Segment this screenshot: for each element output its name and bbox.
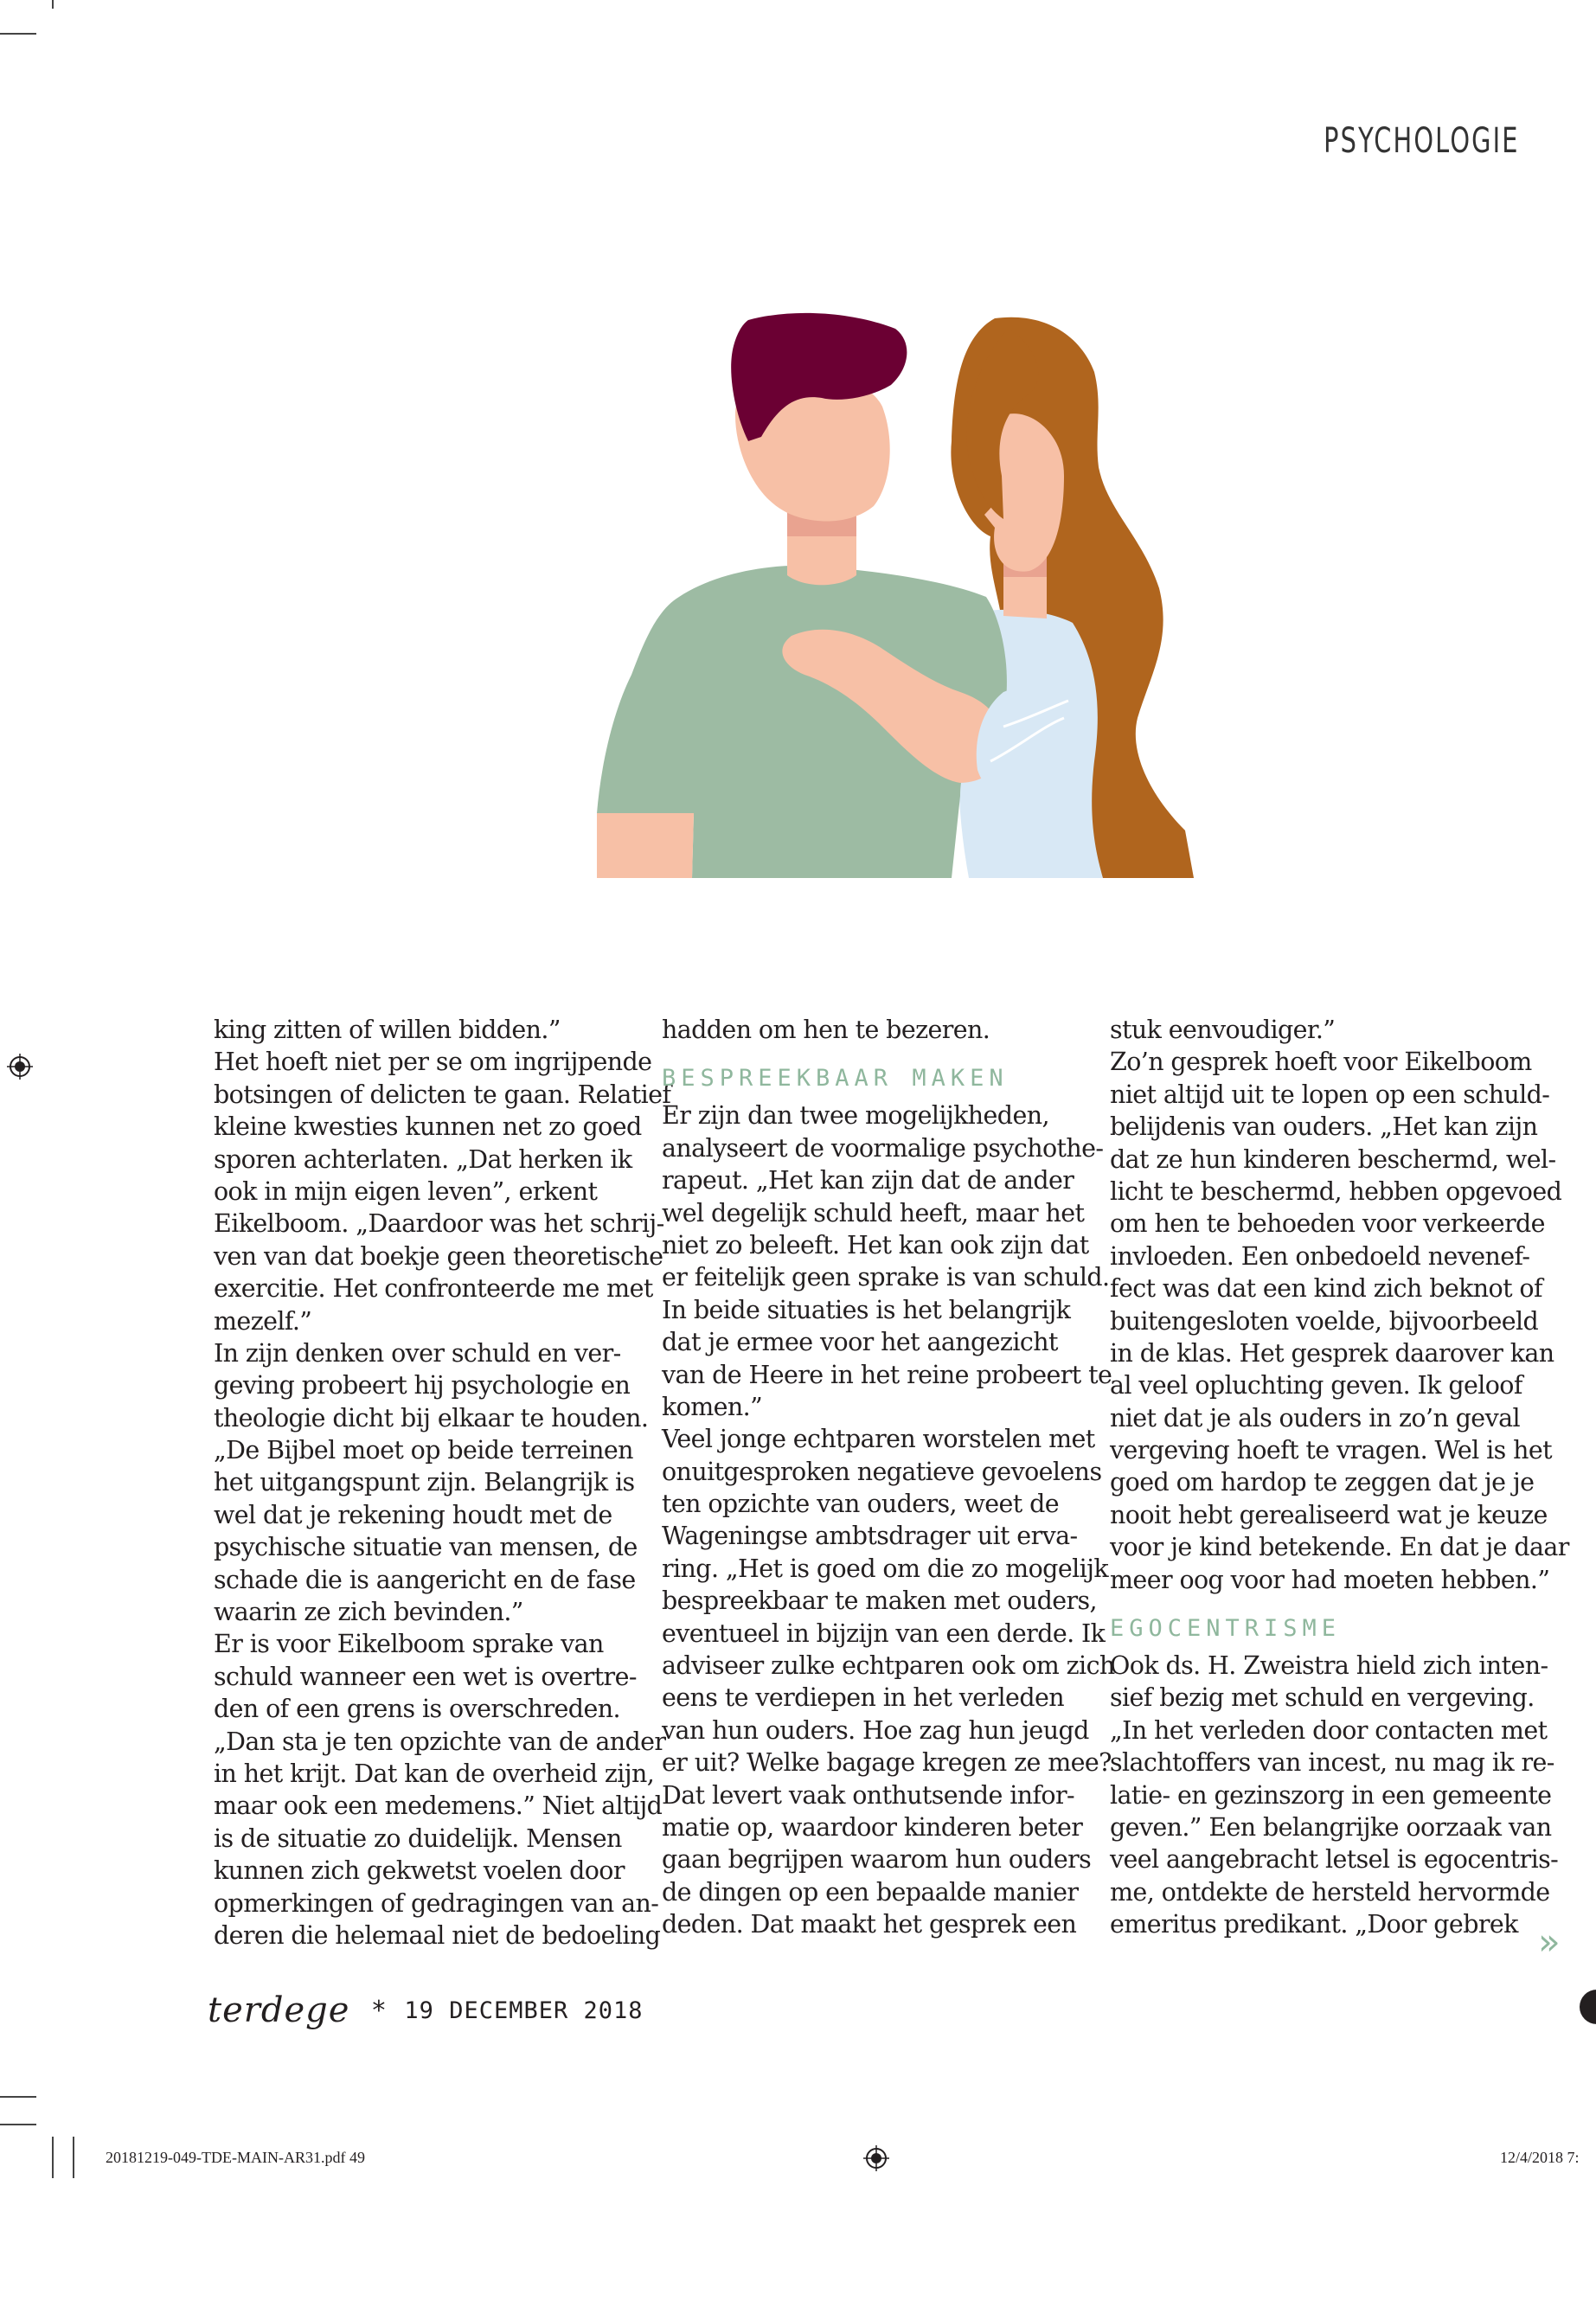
text-line: van de Heere in het reine probeert te [662, 1360, 1112, 1389]
magazine-logo: terdege [208, 1990, 350, 2030]
text-line: schuld wanneer een wet is overtre- [214, 1662, 637, 1691]
text-line: slachtoffers van incest, nu mag ik re- [1110, 1748, 1554, 1778]
text-line: exercitie. Het confronteerde me met [214, 1274, 653, 1304]
text-line: onuitgesproken negatieve gevoelens [662, 1457, 1102, 1486]
continue-arrow-icon: » [1538, 1920, 1561, 1963]
text-line: dat je ermee voor het aangezicht [662, 1328, 1058, 1357]
man-arm [597, 813, 694, 878]
text-line: van hun ouders. Hoe zag hun jeugd [662, 1715, 1089, 1745]
section-label: PSYCHOLOGIE [1324, 121, 1520, 161]
text-line: goed om hardop te zeggen dat je je [1110, 1468, 1535, 1497]
text-line: in het krijt. Dat kan de overheid zijn, [214, 1759, 655, 1788]
text-line: dat ze hun kinderen beschermd, wel- [1110, 1144, 1556, 1174]
text-line: komen.” [662, 1392, 763, 1421]
text-line: deren die helemaal niet de bedoeling [214, 1920, 661, 1950]
text-line: het uitgangspunt zijn. Belangrijk is [214, 1468, 635, 1497]
text-line: in de klas. Het gesprek daarover kan [1110, 1338, 1554, 1368]
text-line: Dat levert vaak onthutsende infor- [662, 1780, 1075, 1810]
section-subheading: BESPREEKBAAR MAKEN [662, 1065, 1009, 1093]
crop-mark [0, 2096, 36, 2098]
text-line: niet zo beleeft. Het kan ook zijn dat [662, 1230, 1089, 1259]
crop-mark [0, 33, 36, 35]
text-line: geving probeert hij psychologie en [214, 1371, 631, 1400]
text-line: analyseert de voormalige psychothe- [662, 1133, 1104, 1163]
text-line: opmerkingen of gedragingen van an- [214, 1888, 659, 1918]
text-line: meer oog voor had moeten hebben.” [1110, 1565, 1550, 1594]
text-line: nooit hebt gerealiseerd wat je keuze [1110, 1500, 1548, 1529]
text-line: In zijn denken over schuld en ver- [214, 1338, 621, 1368]
text-line: vergeving hoeft te vragen. Wel is het [1110, 1436, 1552, 1465]
text-line: gaan begrijpen waarom hun ouders [662, 1845, 1092, 1875]
text-line: psychische situatie van mensen, de [214, 1533, 638, 1562]
text-line: Er zijn dan twee mogelijkheden, [662, 1101, 1049, 1131]
text-line: hadden om hen te bezeren. [662, 1016, 990, 1044]
page-footer [208, 1990, 644, 2031]
text-line: „In het verleden door contacten met [1110, 1715, 1548, 1745]
text-line: sief bezig met schuld en vergeving. [1110, 1683, 1535, 1713]
text-line: me, ontdekte de hersteld hervormde [1110, 1877, 1550, 1907]
registration-mark-icon [7, 1054, 33, 1080]
text-line: ring. „Het is goed om die zo mogelijk [662, 1554, 1109, 1583]
text-line: Ook ds. H. Zweistra hield zich inten- [1110, 1651, 1548, 1681]
text-line: In beide situaties is het belangrijk [662, 1295, 1071, 1324]
text-line: schade die is aangericht en de fase [214, 1565, 636, 1594]
text-line: Wageningse ambtsdrager uit erva- [662, 1522, 1078, 1551]
text-line: mezelf.” [214, 1306, 312, 1336]
text-line: Het hoeft niet per se om ingrijpende [214, 1048, 652, 1077]
text-line: al veel opluchting geven. Ik geloof [1110, 1371, 1522, 1400]
article-column-3 [1110, 1014, 1569, 1941]
text-line: waarin ze zich bevinden.” [214, 1598, 523, 1627]
text-line: wel degelijk schuld heeft, maar het [662, 1198, 1085, 1227]
couple-illustration-icon [597, 311, 1228, 878]
text-line: kleine kwesties kunnen net zo goed [214, 1112, 642, 1142]
text-line: king zitten of willen bidden.” [214, 1016, 561, 1044]
article-column-2 [662, 1014, 1115, 1941]
text-line: den of een grens is overschreden. [214, 1695, 620, 1724]
crop-mark [73, 2137, 74, 2178]
text-line: er feitelijk geen sprake is van schuld. [662, 1263, 1110, 1292]
text-line: stuk eenvoudiger.” [1110, 1016, 1336, 1044]
text-line: ten opzichte van ouders, weet de [662, 1490, 1060, 1519]
print-slug-timestamp: 12/4/2018 7: [1500, 2149, 1580, 2166]
text-line: matie op, waardoor kinderen beter [662, 1812, 1083, 1842]
text-line: Veel jonge echtparen worstelen met [662, 1425, 1095, 1454]
text-line: is de situatie zo duidelijk. Mensen [214, 1823, 622, 1853]
text-line: buitengesloten voelde, bijvoorbeeld [1110, 1306, 1539, 1336]
text-line: adviseer zulke echtparen ook om zich [662, 1651, 1115, 1681]
text-line: Zo’n gesprek hoeft voor Eikelboom [1110, 1048, 1532, 1077]
text-line: maar ook een medemens.” Niet altijd [214, 1791, 663, 1821]
issue-date: 19 DECEMBER 2018 [404, 1997, 644, 2024]
text-line: geven.” Een belangrijke oorzaak van [1110, 1812, 1552, 1842]
registration-mark-icon [863, 2145, 889, 2171]
text-line: bespreekbaar te maken met ouders, [662, 1586, 1097, 1616]
text-line: deden. Dat maakt het gesprek een [662, 1910, 1077, 1939]
print-slug-filename: 20181219-049-TDE-MAIN-AR31.pdf 49 [106, 2149, 365, 2166]
text-line: voor je kind betekende. En dat je daar [1110, 1533, 1569, 1562]
text-line: theologie dicht bij elkaar te houden. [214, 1403, 649, 1433]
crop-mark [0, 2124, 36, 2125]
text-line: fect was dat een kind zich beknot of [1110, 1274, 1542, 1304]
text-line: ven van dat boekje geen theoretische [214, 1241, 663, 1271]
section-subheading: EGOCENTRISME [1110, 1615, 1342, 1643]
crop-mark [52, 0, 54, 9]
text-line: rapeut. „Het kan zijn dat de ander [662, 1166, 1074, 1195]
text-line: eventueel in bijzijn van een derde. Ik [662, 1618, 1106, 1648]
text-line: om hen te behoeden voor verkeerde [1110, 1209, 1545, 1239]
text-line: licht te beschermd, hebben opgevoed [1110, 1176, 1562, 1206]
text-line: er uit? Welke bagage kregen ze mee? [662, 1748, 1112, 1778]
text-line: niet dat je als ouders in zo’n geval [1110, 1403, 1520, 1433]
text-line: „De Bijbel moet op beide terreinen [214, 1436, 633, 1465]
text-line: belijdenis van ouders. „Het kan zijn [1110, 1112, 1538, 1142]
page-number-tab [1580, 1990, 1596, 2024]
text-line: emeritus predikant. „Door gebrek [1110, 1910, 1518, 1939]
text-line: „Dan sta je ten opzichte van de ander [214, 1727, 666, 1756]
text-line: wel dat je rekening houdt met de [214, 1500, 612, 1529]
text-line: ook in mijn eigen leven”, erkent [214, 1176, 598, 1206]
text-line: sporen achterlaten. „Dat herken ik [214, 1144, 632, 1174]
text-line: de dingen op een bepaalde manier [662, 1877, 1079, 1907]
text-line: niet altijd uit te lopen op een schuld- [1110, 1080, 1550, 1109]
text-line: botsingen of delicten te gaan. Relatief [214, 1080, 671, 1109]
text-line: eens te verdiepen in het verleden [662, 1683, 1064, 1713]
text-line: kunnen zich gekwetst voelen door [214, 1856, 625, 1886]
text-line: Er is voor Eikelboom sprake van [214, 1630, 604, 1659]
text-line: latie- en gezinszorg in een gemeente [1110, 1780, 1552, 1810]
text-line: invloeden. Een onbedoeld nevenef- [1110, 1241, 1530, 1271]
article-column-1 [214, 1014, 671, 1952]
text-line: veel aangebracht letsel is egocentris- [1110, 1845, 1559, 1875]
footer-separator: * [372, 1995, 386, 2026]
text-line: Eikelboom. „Daardoor was het schrij- [214, 1209, 664, 1239]
crop-mark [52, 2137, 54, 2178]
